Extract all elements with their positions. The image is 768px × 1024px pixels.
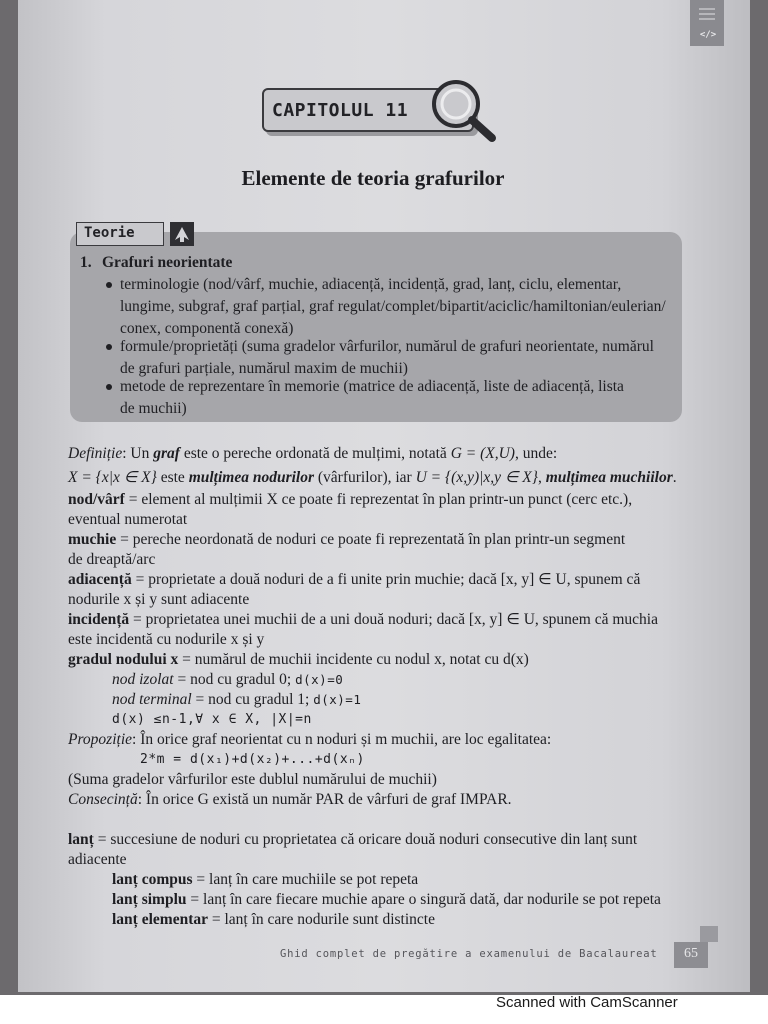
degree-sum-note: (Suma gradelor vârfurilor este dublul numărului de muchii) <box>68 771 437 788</box>
bullet-dot <box>106 384 112 390</box>
footer-notch <box>700 926 718 942</box>
bullet-item: terminologie (nod/vârf, muchie, adiacență, incidență, grad, lanț, ciclu, elementar, lungime, subgraf, graf parțial, graf regulat/complet/bipartit/aciclic/hamiltonian/eulerian/ conex, componentă conexă) <box>120 276 666 337</box>
bullet-item: formule/proprietăți (suma gradelor vârfurilor, numărul de grafuri neorientate, numărul de grafuri parțiale, numărul maxim de muchii) <box>120 338 654 377</box>
definition-line: Definiție: Un graf este o pereche ordonată de mulțimi, notată G = (X,U), unde: <box>68 445 558 462</box>
def-adiacenta: adiacență = proprietate a două noduri de a fi unite prin muchie; dacă [x, y] ∈ U, spunem că <box>68 571 641 588</box>
arrow-icon <box>172 224 192 244</box>
sets-definition-line: X = {x|x ∈ X} este mulțimea nodurilor (vârfurilor), iar U = {(x,y)|x,y ∈ X}, mulțimea muchiilor. <box>68 469 677 486</box>
def-lant: lanț = succesiune de noduri cu proprietatea că oricare două noduri consecutive din lanț sunt <box>68 831 638 848</box>
bullet-dot <box>106 344 112 350</box>
topic-number: 1. <box>80 254 92 271</box>
def-lant-compus: lanț compus = lanț în care muchiile se pot repeta <box>112 871 419 888</box>
degree-bound: d(x) ≤n-1,∀ x ∈ X, |X|=n <box>112 712 312 727</box>
def-lant-cont: adiacente <box>68 851 127 868</box>
page-number: 65 <box>684 946 698 961</box>
bullet-item: metode de reprezentare în memorie (matrice de adiacență, liste de adiacență, lista de muchii) <box>120 378 624 417</box>
magnifier-icon <box>426 74 502 144</box>
topic-title: Grafuri neorientate <box>102 254 233 271</box>
def-grad: gradul nodului x = numărul de muchii incidente cu nodul x, notat cu d(x) <box>68 651 529 668</box>
chapter-title: CAPITOLUL 11 <box>272 100 409 121</box>
scanner-watermark: Scanned with CamScanner <box>496 994 678 1011</box>
def-nod-cont: eventual numerotat <box>68 511 188 528</box>
def-muchie: muchie = pereche neordonată de noduri ce poate fi reprezentată în plan printr-un segment <box>68 531 626 548</box>
def-lant-simplu: lanț simplu = lanț în care fiecare muchie apare o singură dată, dar nodurile se pot repeta <box>112 891 661 908</box>
def-nod-izolat: nod izolat = nod cu gradul 0; d(x)=0 <box>112 671 344 688</box>
theory-label: Teorie <box>84 225 135 241</box>
def-muchie-cont: de dreaptă/arc <box>68 551 156 568</box>
def-nod-terminal: nod terminal = nod cu gradul 1; d(x)=1 <box>112 691 362 708</box>
bullet-dot <box>106 282 112 288</box>
running-footer: Ghid complet de pregătire a examenului de Bacalaureat <box>280 948 658 960</box>
consequence-line: Consecință: În orice G există un număr PAR de vârfuri de graf IMPAR. <box>68 791 512 808</box>
def-adiacenta-cont: nodurile x și y sunt adiacente <box>68 591 250 608</box>
def-lant-elementar: lanț elementar = lanț în care nodurile sunt distincte <box>112 911 435 928</box>
code-icon: </> <box>699 30 717 40</box>
def-incidenta-cont: este incidentă cu nodurile x și y <box>68 631 265 648</box>
proposition-line: Propoziție: În orice graf neorientat cu n noduri și m muchii, are loc egalitatea: <box>68 731 552 748</box>
section-title: Elemente de teoria grafurilor <box>241 166 505 190</box>
def-incidenta: incidență = proprietatea unei muchii de a uni două noduri; dacă [x, y] ∈ U, spunem că muchia <box>68 611 658 628</box>
degree-sum-formula: 2*m = d(x₁)+d(x₂)+...+d(xₙ) <box>140 752 365 767</box>
def-nod: nod/vârf = element al mulțimii X ce poate fi reprezentat în plan printr-un punct (cerc etc.), <box>68 491 633 508</box>
